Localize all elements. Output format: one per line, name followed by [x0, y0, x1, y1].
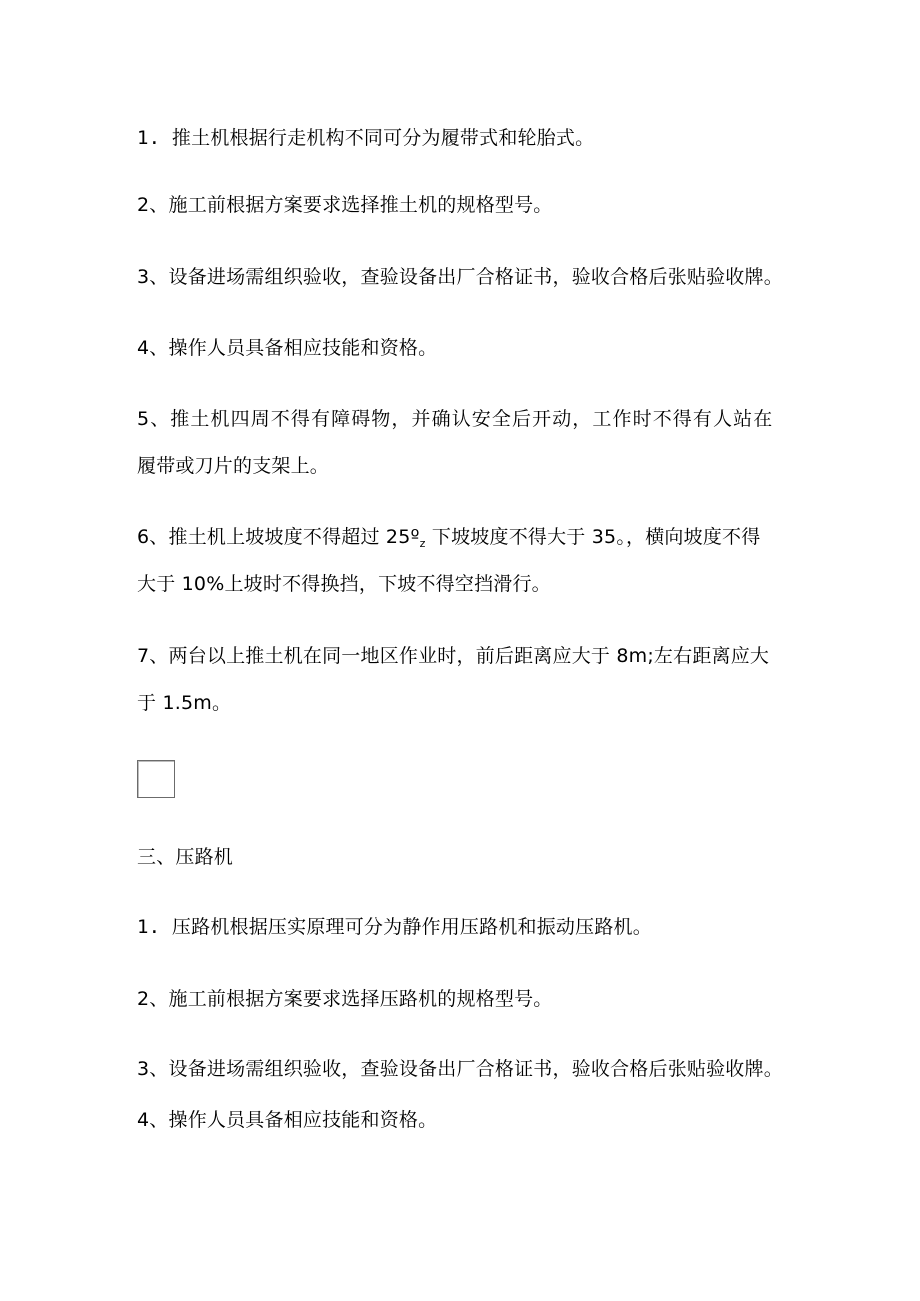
bulldozer-item-3: 3、设备进场需组织验收，查验设备出厂合格证书，验收合格后张贴验收牌。: [137, 266, 783, 288]
bulldozer-item-6-text-a: 6、推土机上坡坡度不得超过 25º: [137, 526, 420, 548]
bulldozer-item-2: 2、施工前根据方案要求选择推土机的规格型号。: [137, 194, 553, 216]
bulldozer-item-6-text-b: 下坡坡度不得大于 35。，横向坡度不得: [425, 526, 761, 548]
roller-item-1: 1. 压路机根据压实原理可分为静作用压路机和振动压路机。: [137, 916, 652, 938]
roller-item-2: 2、施工前根据方案要求选择压路机的规格型号。: [137, 988, 553, 1010]
bulldozer-item-4: 4、操作人员具备相应技能和资格。: [137, 337, 438, 359]
bulldozer-item-6-line-1: [137, 525, 797, 556]
bulldozer-item-6-line-2: 大于 10%上坡时不得换挡，下坡不得空挡滑行。: [137, 573, 551, 595]
bulldozer-item-7-line-1: 7、两台以上推土机在同一地区作业时，前后距离应大于 8m;左右距离应大: [137, 645, 770, 667]
bulldozer-item-7-line-2: 于 1.5m。: [137, 692, 232, 714]
bulldozer-item-1: 1. 推土机根据行走机构不同可分为履带式和轮胎式。: [137, 127, 595, 149]
bulldozer-item-6-subscript: z: [419, 537, 426, 550]
bulldozer-item-5-line-1: 5、推土机四周不得有障碍物，并确认安全后开动，工作时不得有人站在: [137, 408, 774, 430]
bulldozer-item-5-line-2: 履带或刀片的支架上。: [137, 455, 330, 477]
roller-item-4: 4、操作人员具备相应技能和资格。: [137, 1109, 438, 1131]
section-heading-roller: 三、压路机: [137, 846, 234, 868]
broken-image-icon: [137, 760, 175, 798]
roller-item-3: 3、设备进场需组织验收，查验设备出厂合格证书，验收合格后张贴验收牌。: [137, 1058, 783, 1080]
